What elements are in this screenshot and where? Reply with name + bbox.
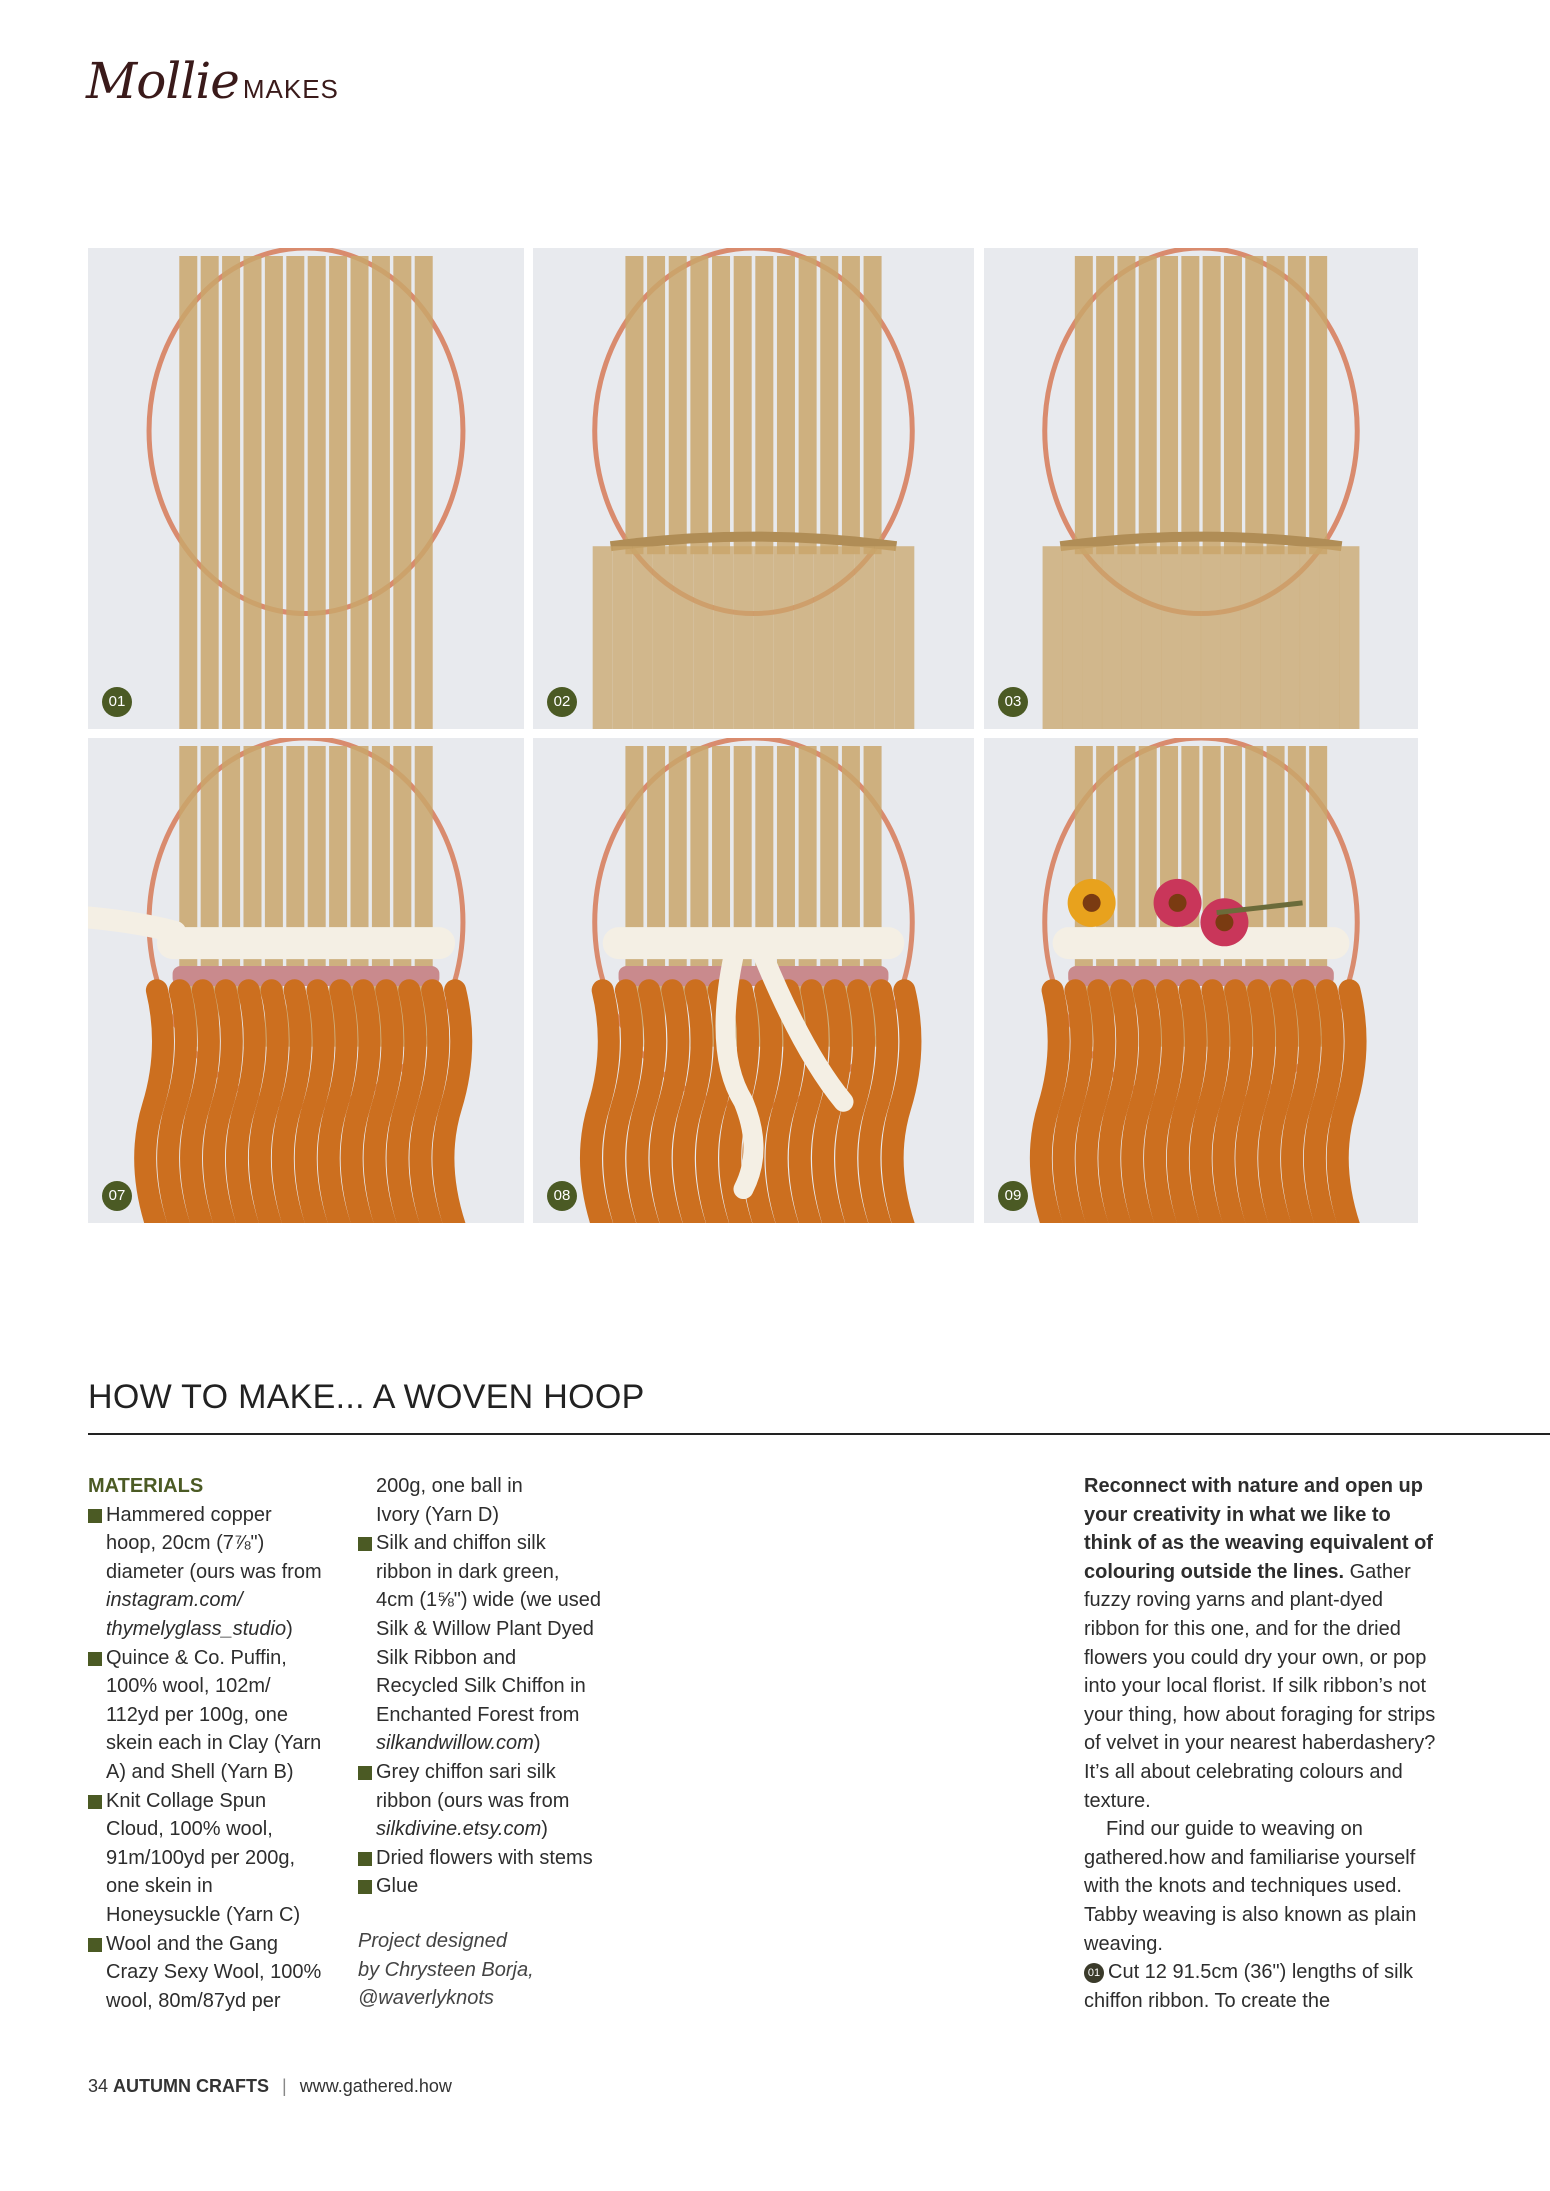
materials-line: Honeysuckle (Yarn C)	[106, 1903, 301, 1926]
photo-illustration	[88, 248, 524, 729]
materials-item-text: Glue	[376, 1875, 419, 1898]
credit-line: Project designed	[358, 1929, 507, 1952]
bullet-square-icon	[88, 1795, 102, 1809]
materials-line: Recycled Silk Chiffon in	[376, 1675, 586, 1698]
materials-line: diameter (ours was from	[106, 1560, 322, 1583]
materials-line: Ivory (Yarn D)	[376, 1503, 499, 1526]
materials-item-text: Dried flowers with stems	[376, 1846, 593, 1869]
materials-list-2	[358, 1472, 618, 1901]
materials-item-text: Silk and chiffon silk	[376, 1532, 546, 1555]
step-number-badge: 01	[102, 687, 132, 717]
step-1-text	[1084, 1958, 1444, 2015]
page-footer	[88, 2076, 452, 2097]
bullet-square-icon	[88, 1652, 102, 1666]
materials-column-1	[88, 1472, 348, 2015]
materials-line: Crazy Sexy Wool, 100%	[106, 1961, 322, 1984]
step-number-badge: 07	[102, 1181, 132, 1211]
step-photo-01	[88, 248, 524, 729]
step-number-badge: 02	[547, 687, 577, 717]
materials-list-1	[88, 1501, 348, 2016]
materials-item-text: Quince & Co. Puffin,	[106, 1646, 287, 1669]
materials-line: Enchanted Forest from	[376, 1703, 580, 1726]
materials-heading: MATERIALS	[88, 1475, 204, 1497]
step-photo-08	[533, 738, 974, 1223]
intro-body: Gather fuzzy roving yarns and plant-dyed ribbon for this one, and for the dried flowers you could dry your own, or pop into your local florist. If silk ribbon’s not your thing, how about foraging for strips of velvet in your nearest haberdashery? It’s all about celebrating colours and texture.	[1084, 1560, 1436, 1812]
materials-line-tail: )	[541, 1818, 548, 1841]
materials-line: 112yd per 100g, one	[106, 1703, 289, 1726]
brand-logo	[86, 52, 339, 110]
photo-illustration	[984, 738, 1418, 1223]
materials-link-text: thymelyglass_studio	[106, 1617, 287, 1640]
step-photo-07	[88, 738, 524, 1223]
bullet-square-icon	[358, 1766, 372, 1780]
photo-illustration	[533, 248, 974, 729]
bullet-square-icon	[358, 1852, 372, 1866]
intro-paragraph-2: Find our guide to weaving on gathered.how and familiarise yourself with the knots and techniques used. Tabby weaving is also known as plain weaving.	[1084, 1818, 1417, 1955]
materials-item	[358, 1844, 618, 1873]
bullet-square-icon	[88, 1938, 102, 1952]
materials-line: A) and Shell (Yarn B)	[106, 1760, 294, 1783]
intro-paragraph	[1084, 1472, 1444, 1815]
materials-item	[358, 1872, 618, 1901]
materials-item-text: Wool and the Gang	[106, 1932, 278, 1955]
materials-line: 100% wool, 102m/	[106, 1675, 271, 1698]
step-photo-09	[984, 738, 1418, 1223]
materials-line: Cloud, 100% wool,	[106, 1818, 273, 1841]
photo-illustration	[533, 738, 974, 1223]
project-credit	[358, 1927, 618, 2013]
materials-column-2	[358, 1472, 618, 2013]
materials-line-tail: )	[533, 1732, 541, 1755]
bullet-square-icon	[88, 1509, 102, 1523]
materials-line: ribbon in dark green,	[376, 1560, 560, 1583]
step-number-badge: 08	[547, 1181, 577, 1211]
photo-illustration	[984, 248, 1418, 729]
materials-line: Silk & Willow Plant Dyed	[376, 1617, 594, 1640]
materials-item	[88, 1930, 348, 1959]
materials-line	[88, 1615, 348, 1644]
materials-line: 200g, one ball in	[376, 1475, 523, 1497]
section-rule	[88, 1433, 1550, 1435]
bullet-square-icon	[358, 1880, 372, 1894]
materials-item-text: Knit Collage Spun	[106, 1789, 267, 1812]
brand-script: Mollie	[86, 52, 239, 110]
materials-line: 91m/100yd per 200g,	[106, 1846, 296, 1869]
step-photo-02	[533, 248, 974, 729]
intro-lead: Reconnect with nature and open up your creativity in what we like to think of as the weaving equivalent of colouring outside the lines.	[1084, 1475, 1433, 1583]
materials-item	[88, 1501, 348, 1530]
materials-line: hoop, 20cm (7⅞")	[106, 1532, 265, 1555]
step-number-badge: 09	[998, 1181, 1028, 1211]
photo-illustration	[88, 738, 524, 1223]
bullet-square-icon	[358, 1537, 372, 1551]
section-title: HOW TO MAKE... A WOVEN HOOP	[88, 1378, 645, 1416]
step-number-badge: 01	[1084, 1963, 1104, 1983]
brand-makes: MAKES	[242, 74, 339, 104]
materials-line: instagram.com/	[106, 1589, 243, 1612]
materials-line: Silk Ribbon and	[376, 1646, 517, 1669]
intro-column	[1084, 1472, 1444, 2015]
footer-separator: |	[282, 2076, 287, 2096]
materials-line: ribbon (ours was from	[376, 1789, 570, 1812]
materials-line: one skein in	[106, 1875, 213, 1898]
step-1-body: Cut 12 91.5cm (36") lengths of silk chiffon ribbon. To create the	[1084, 1961, 1414, 2012]
materials-line	[358, 1729, 618, 1758]
materials-line	[358, 1815, 618, 1844]
footer-url: www.gathered.how	[299, 2076, 452, 2096]
materials-item	[88, 1644, 348, 1673]
materials-link-text: silkandwillow.com	[376, 1732, 534, 1755]
step-photo-03	[984, 248, 1418, 729]
materials-item	[88, 1787, 348, 1816]
materials-item-text: Grey chiffon sari silk	[376, 1760, 556, 1783]
materials-line: 4cm (1⅝") wide (we used	[376, 1589, 601, 1612]
materials-item	[358, 1758, 618, 1787]
materials-item	[358, 1529, 618, 1558]
page-number: 34	[88, 2076, 109, 2096]
materials-line: skein each in Clay (Yarn	[106, 1732, 322, 1755]
materials-link-text: silkdivine.etsy.com	[376, 1818, 542, 1841]
materials-line: wool, 80m/87yd per	[106, 1989, 281, 2012]
credit-line: @waverlyknots	[358, 1987, 494, 2010]
materials-item-text: Hammered copper	[106, 1503, 272, 1526]
credit-line: by Chrysteen Borja,	[358, 1958, 534, 1981]
step-number-badge: 03	[998, 687, 1028, 717]
magazine-name: AUTUMN CRAFTS	[113, 2076, 270, 2096]
materials-line-tail: )	[286, 1617, 293, 1640]
